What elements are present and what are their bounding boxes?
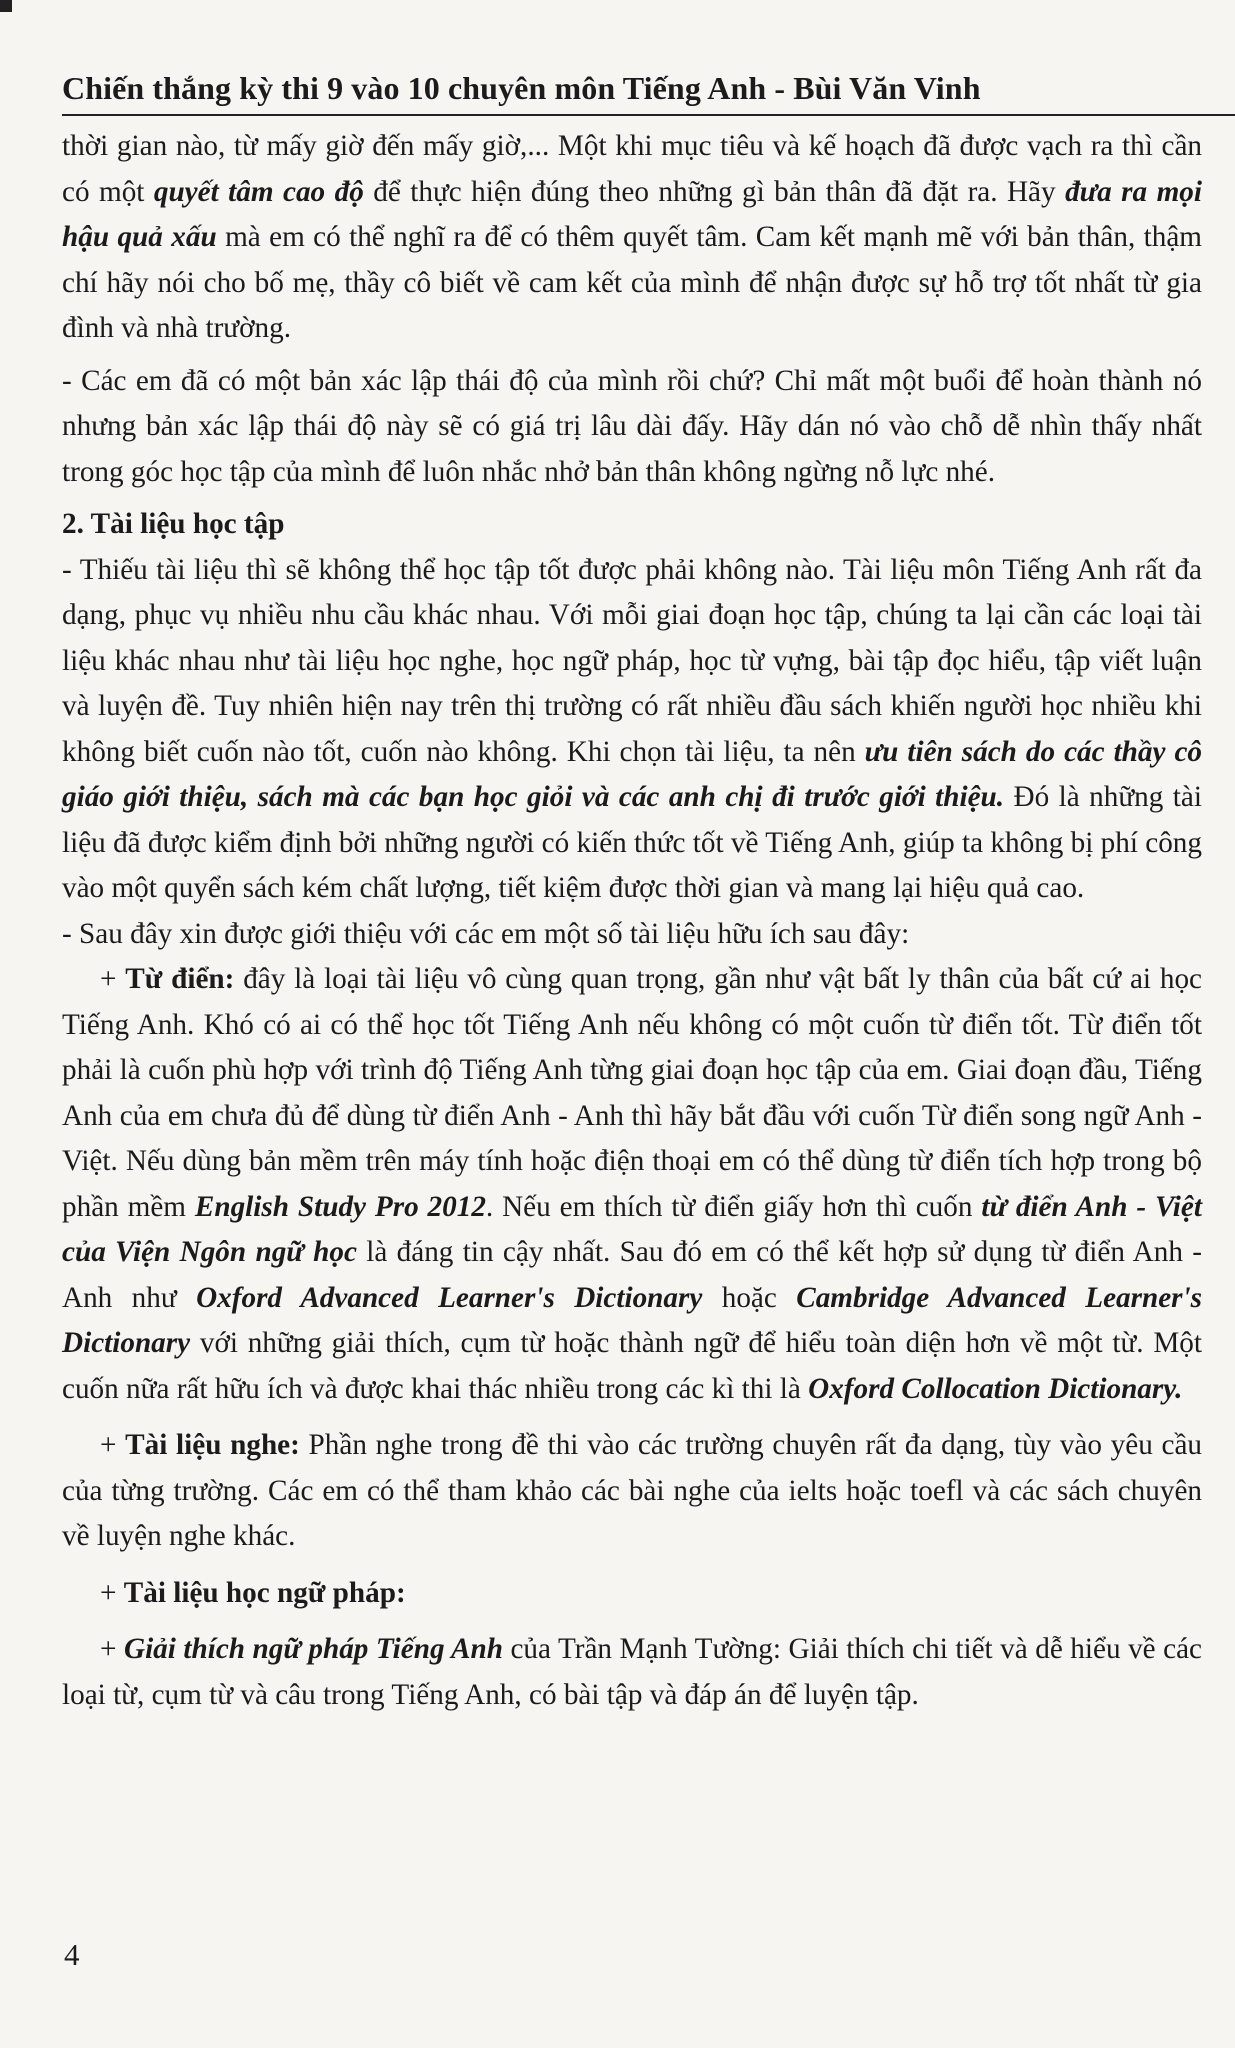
emphasis-text: English Study Pro 2012	[194, 1190, 486, 1223]
section-heading: 2. Tài liệu học tập	[62, 508, 285, 540]
paragraph-intro-list: - Sau đây xin được giới thiệu với các em một số tài liệu hữu ích sau đây:	[62, 917, 910, 950]
emphasis-text: Oxford Collocation Dictionary.	[808, 1372, 1183, 1405]
emphasis-text: ưu tiên sách do các thầy cô giáo giới thiệu, sách mà các bạn học giỏi và các anh chị đi trước giới thiệu.	[62, 735, 1202, 813]
item-label: Từ điển:	[125, 963, 235, 995]
paragraph-attitude: - Các em đã có một bản xác lập thái độ của mình rồi chứ? Chỉ mất một buổi để hoàn thành nó nhưng bản xác lập thái độ này sẽ có giá trị lâu dài đấy. Hãy dán nó vào chỗ dễ nhìn thấy nhất trong góc học tập của mình để luôn nhắc nhở bản thân không ngừng nỗ lực nhé.	[62, 364, 1202, 488]
bullet-plus: +	[100, 1633, 124, 1665]
emphasis-text: Giải thích ngữ pháp Tiếng Anh	[123, 1633, 503, 1665]
page-corner-mark	[0, 0, 12, 12]
emphasis-text: Cambridge Advanced Learner's Dictionary	[62, 1281, 1203, 1359]
bullet-plus: +	[100, 1576, 124, 1609]
emphasis-text: Oxford Advanced Learner's Dictionary	[196, 1281, 703, 1314]
emphasis-text: đưa ra mọi hậu quả xấu	[62, 175, 1202, 253]
item-label: Tài liệu nghe:	[125, 1429, 300, 1461]
paragraph-text: là đáng tin cậy nhất. Sau đó em có thể kết hợp sử dụng từ điển Anh - Anh như	[62, 1236, 1202, 1314]
list-item-grammar-book	[62, 1627, 1202, 1718]
paragraph-text: với những giải thích, cụm từ hoặc thành ngữ để hiểu toàn diện hơn về một từ. Một cuốn nữa rất hữu ích và được khai thác nhiều trong các kì thi là	[62, 1327, 1202, 1405]
emphasis-text: từ điển Anh - Việt của Viện Ngôn ngữ học	[62, 1190, 1202, 1268]
page-number: 4	[64, 1937, 80, 1972]
header-rule	[62, 114, 1235, 116]
bullet-plus: +	[100, 963, 126, 995]
paragraph-text: đây là loại tài liệu vô cùng quan trọng, gần như vật bất ly thân của bất cứ ai học Tiếng Anh. Khó có ai có thể học tốt Tiếng Anh nếu không có một cuốn từ điển tốt. Từ điển tốt phải là cuốn phù hợp với trình độ Tiếng Anh từng giai đoạn học tập của em. Giai đoạn đầu, Tiếng Anh của em chưa đủ để dùng từ điển Anh - Anh thì hãy bắt đầu với cuốn Từ điển song ngữ Anh -Việt. Nếu dùng bản mềm trên máy tính hoặc điện thoại em có thể dùng từ điển tích hợp trong bộ phần mềm	[62, 963, 1202, 1223]
paragraph-text: - Thiếu tài liệu thì sẽ không thể học tập tốt được phải không nào. Tài liệu môn Tiếng Anh rất đa dạng, phục vụ nhiều nhu cầu khác nhau. Với mỗi giai đoạn học tập, chúng ta lại cần các loại tài liệu khác nhau như tài liệu học nghe, học ngữ pháp, học từ vựng, bài tập đọc hiểu, tập viết luận và luyện đề. Tuy nhiên hiện nay trên thị trường có rất nhiều đầu sách khiến người học nhiều khi không biết cuốn nào tốt, cuốn nào không. Khi chọn tài liệu, ta nên	[62, 553, 1202, 768]
running-header: Chiến thắng kỳ thi 9 vào 10 chuyên môn Tiếng Anh - Bùi Văn Vinh	[62, 70, 981, 106]
paragraph-text: của Trần Mạnh Tường: Giải thích chi tiết và dễ hiểu về các loại từ, cụm từ và câu trong Tiếng Anh, có bài tập và đáp án để luyện tập.	[62, 1633, 1203, 1711]
list-item-grammar	[62, 1571, 1202, 1617]
paragraph-commitment	[62, 124, 1202, 352]
page-body	[62, 124, 1202, 1718]
list-item-listening	[62, 1423, 1202, 1560]
emphasis-text: quyết tâm cao độ	[153, 175, 364, 208]
item-label: Tài liệu học ngữ pháp:	[123, 1576, 406, 1609]
paragraph-text: mà em có thể nghĩ ra để có thêm quyết tâm. Cam kết mạnh mẽ với bản thân, thậm chí hãy nói cho bố mẹ, thầy cô biết về cam kết của mình để nhận được sự hỗ trợ tốt nhất từ gia đình và nhà trường.	[62, 221, 1202, 344]
paragraph-text: để thực hiện đúng theo những gì bản thân đã đặt ra. Hãy	[363, 175, 1066, 208]
list-item-dictionary	[62, 957, 1202, 1412]
paragraph-text: thời gian nào, từ mấy giờ đến mấy giờ,... Một khi mục tiêu và kế hoạch đã được vạch ra thì cần có một	[62, 130, 1202, 208]
bullet-plus: +	[100, 1429, 126, 1461]
paragraph-text: . Nếu em thích từ điển giấy hơn thì cuốn	[485, 1190, 982, 1223]
paragraph-text: Đó là những tài liệu đã được kiểm định bởi những người có kiến thức tốt về Tiếng Anh, giúp ta không bị phí công vào một quyển sách kém chất lượng, tiết kiệm được thời gian và mang lại hiệu quả cao.	[62, 781, 1202, 904]
paragraph-text: hoặc	[702, 1281, 797, 1314]
paragraph-text: Phần nghe trong đề thi vào các trường chuyên rất đa dạng, tùy vào yêu cầu của từng trường. Các em có thể tham khảo các bài nghe của ielts hoặc toefl và các sách chuyên về luyện nghe khác.	[62, 1429, 1203, 1552]
paragraph-materials	[62, 548, 1202, 912]
